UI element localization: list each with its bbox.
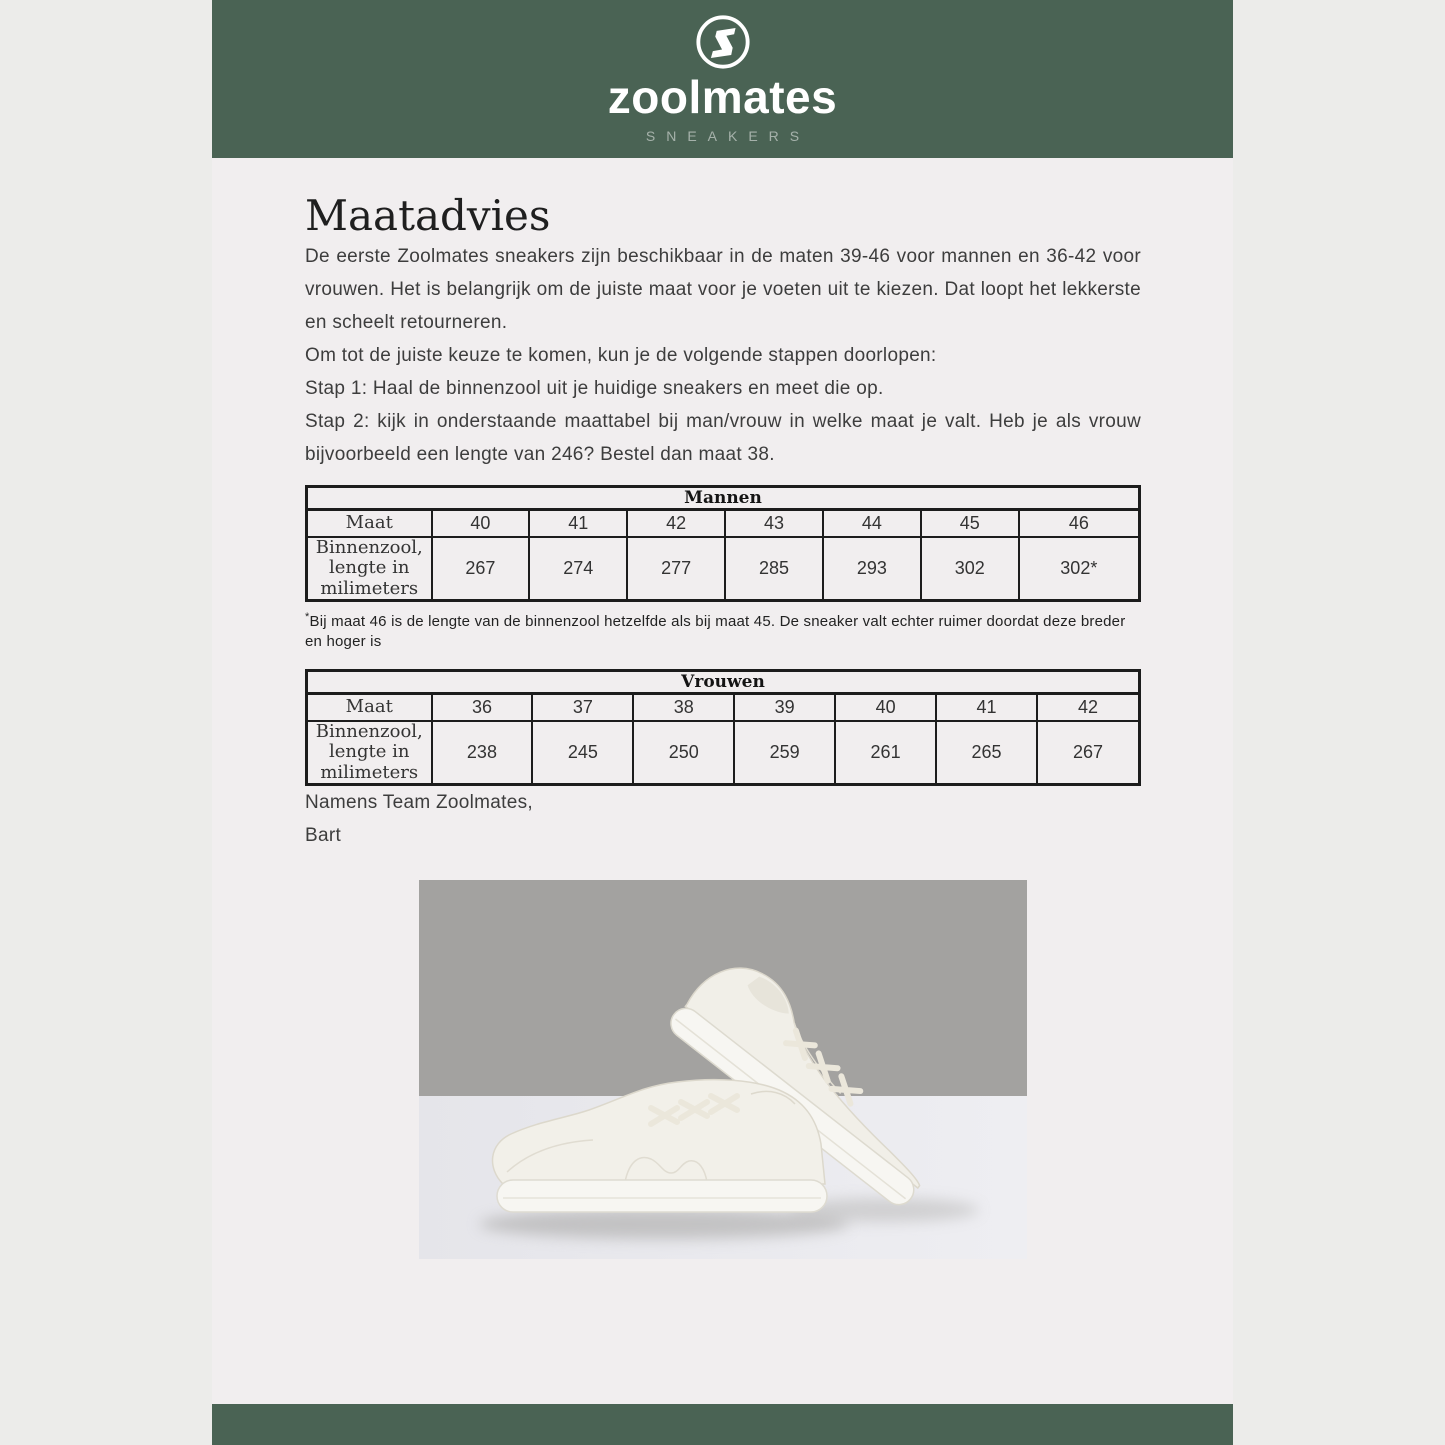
zoolmates-logo-icon (694, 13, 752, 71)
women-length-cell: 261 (835, 721, 936, 785)
women-length-cell: 259 (734, 721, 835, 785)
steps-intro-paragraph: Om tot de juiste keuze te komen, kun je de volgende stappen doorlopen: (305, 345, 937, 367)
table-caption-row (307, 671, 1140, 694)
women-length-cell: 267 (1037, 721, 1140, 785)
men-size-cell: 40 (432, 510, 530, 537)
men-length-row (307, 537, 1140, 601)
women-length-cell: 250 (633, 721, 734, 785)
sneaker-photo-illustration (419, 880, 1027, 1259)
men-length-cell: 285 (725, 537, 823, 601)
step1-paragraph: Stap 1: Haal de binnenzool uit je huidige sneakers en meet die op. (305, 378, 884, 400)
size-row-label: Maat (307, 694, 432, 721)
men-size-cell: 42 (627, 510, 725, 537)
step2-paragraph: Stap 2: kijk in onderstaande maattabel bij man/vrouw in welke maat je valt. Heb je als vrouw bijvoorbeeld een lengte van 246? Bestel dan maat 38. (305, 411, 1141, 466)
signoff-line: Namens Team Zoolmates, (305, 792, 534, 814)
footnote-text: Bij maat 46 is de lengte van de binnenzool hetzelfde als bij maat 45. De sneaker valt echter ruimer doordat deze breder en hoger is (305, 613, 1126, 651)
footnote-marker: * (305, 611, 310, 624)
men-size-cell: 45 (921, 510, 1019, 537)
women-size-cell: 38 (633, 694, 734, 721)
men-length-cell: 302* (1019, 537, 1140, 601)
men-length-cell: 302 (921, 537, 1019, 601)
brand-header (212, 0, 1233, 158)
men-length-cell: 293 (823, 537, 921, 601)
brand-tagline: SNEAKERS (645, 128, 811, 145)
men-size-cell: 44 (823, 510, 921, 537)
women-size-cell: 36 (432, 694, 533, 721)
length-row-label: Binnenzool, lengte in milimeters (307, 537, 432, 601)
men-size-row (307, 510, 1140, 537)
men-size-cell: 41 (529, 510, 627, 537)
brand-footer-bar (212, 1404, 1233, 1445)
size-row-label: Maat (307, 510, 432, 537)
page-title: Maatadvies (305, 191, 551, 240)
table-caption-row (307, 487, 1140, 510)
women-size-row (307, 694, 1140, 721)
length-row-label: Binnenzool, lengte in milimeters (307, 721, 432, 785)
signature-line: Bart (305, 825, 342, 847)
women-length-row (307, 721, 1140, 785)
women-size-cell: 37 (532, 694, 633, 721)
logo-z-glyph (710, 28, 735, 58)
brand-wordmark: zoolmates (607, 71, 838, 123)
men-size-cell: 43 (725, 510, 823, 537)
women-table-caption: Vrouwen (307, 671, 1140, 694)
women-size-cell: 40 (835, 694, 936, 721)
men-length-cell: 277 (627, 537, 725, 601)
document-content (212, 192, 1233, 1259)
sneaker-photo (419, 880, 1027, 1259)
women-size-cell: 39 (734, 694, 835, 721)
men-length-cell: 267 (432, 537, 530, 601)
men-length-cell: 274 (529, 537, 627, 601)
intro-paragraph: De eerste Zoolmates sneakers zijn beschikbaar in de maten 39-46 voor mannen en 36-42 voor vrouwen. Het is belangrijk om de juiste maat voor je voeten uit te kiezen. Dat loopt het lekkerste en scheelt retourneren. (305, 246, 1141, 334)
women-size-cell: 42 (1037, 694, 1140, 721)
men-size-table (305, 485, 1141, 602)
men-size-cell: 46 (1019, 510, 1140, 537)
women-length-cell: 238 (432, 721, 533, 785)
document-page (212, 0, 1233, 1445)
table-footnote (305, 607, 1141, 652)
women-size-table (305, 669, 1141, 786)
women-length-cell: 265 (936, 721, 1037, 785)
women-length-cell: 245 (532, 721, 633, 785)
men-table-caption: Mannen (307, 487, 1140, 510)
women-size-cell: 41 (936, 694, 1037, 721)
